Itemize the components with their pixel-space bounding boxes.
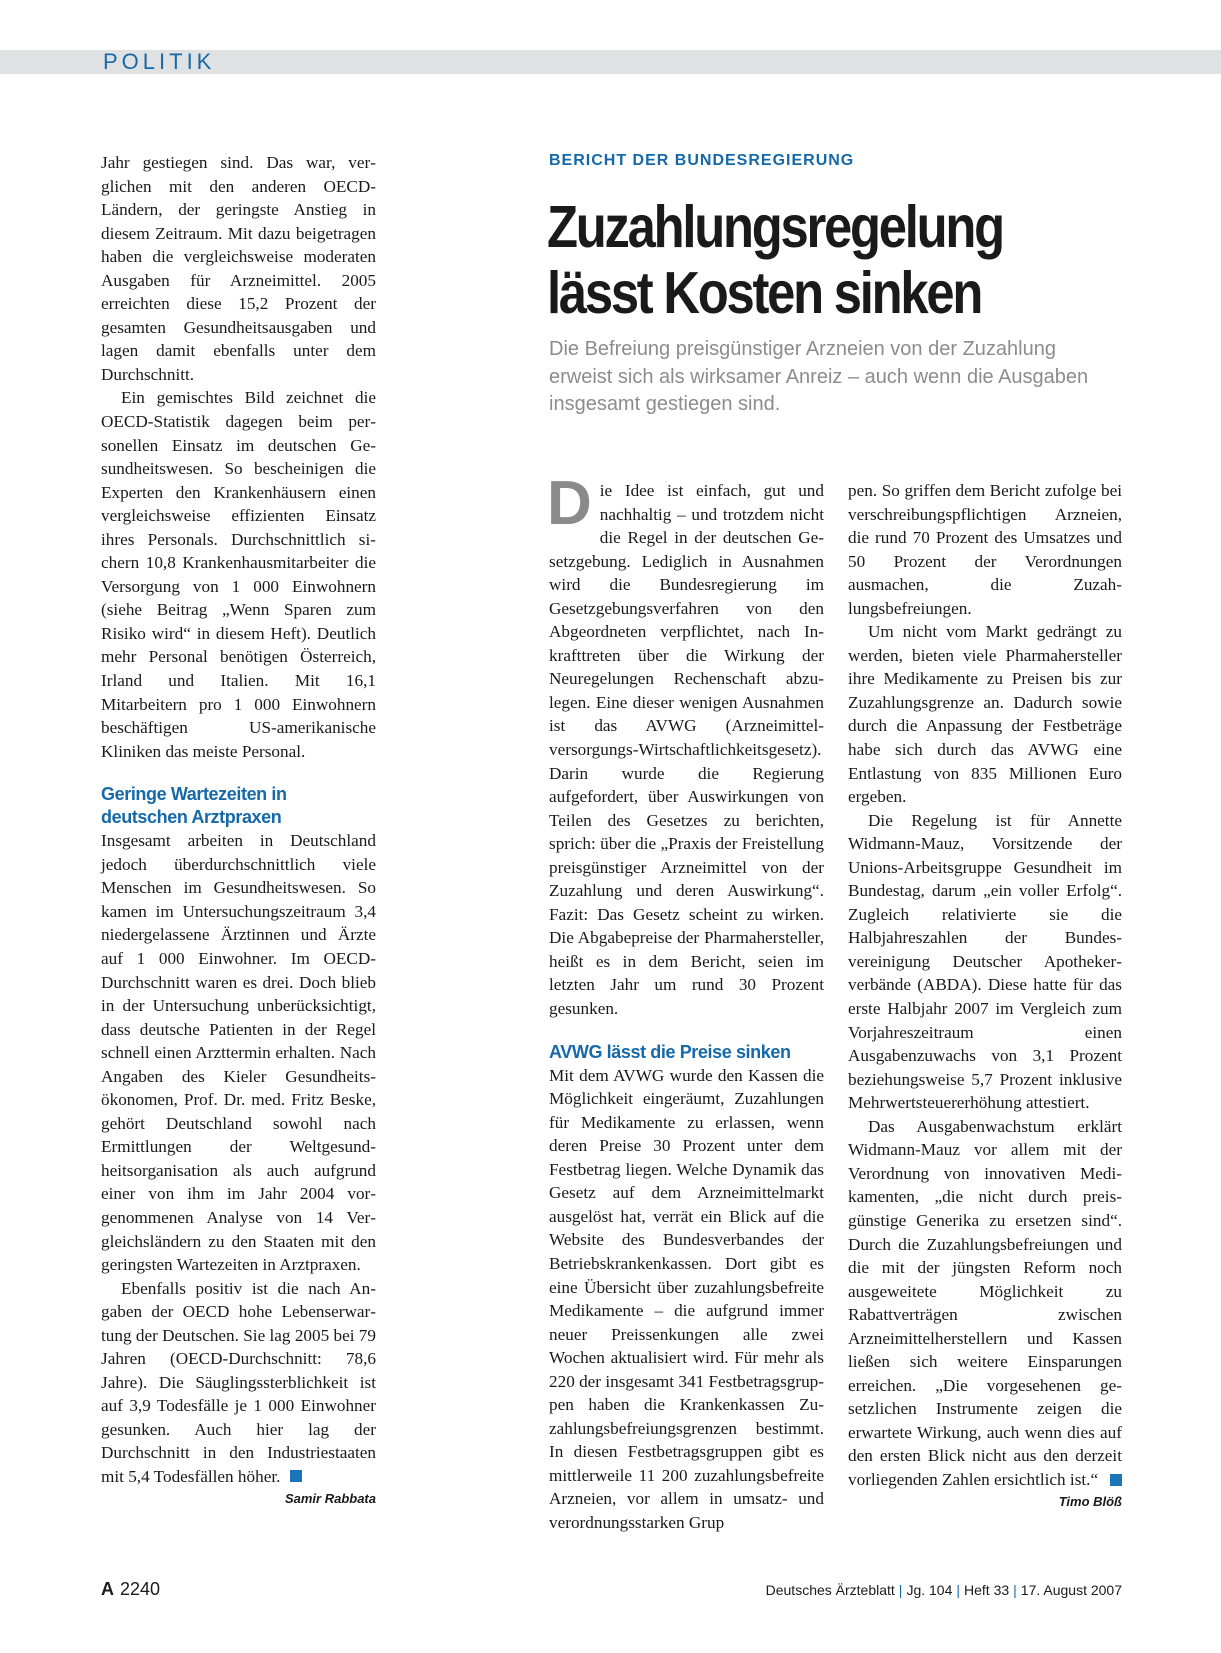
footer-separator: | [956,1582,961,1598]
headline-line: lässt Kosten sinken [547,260,982,326]
paragraph [101,1277,376,1489]
page-number [101,1579,160,1600]
paragraph: Ein gemischtes Bild zeichnet die OECD-Statistik dagegen beim personellen Einsatz im deutschen Gesundheitswesen. So bescheinigen die Experten den Krankenhäusern einen vergleichsweise effizienten Einsatz ihres Personals. Durchschnittlich sichern 10,8 Krankenhausmitarbeiter die Versorgung von 1 000 Einwohnern (siehe Beitrag „Wenn Sparen zum Risiko wird“ in diesem Heft). Deutlich mehr Personal benötigen Österreich, Irland und Italien. Mit 16,1 Mitarbeitern pro 1 000 Einwohnern beschäftigen US-amerikanische Kliniken das meiste Personal. [101,388,376,761]
drop-cap: D [547,469,592,538]
paragraph: pen. So griffen dem Bericht zufolge bei verschreibungspflichtigen Arzneien, die rund 70 Prozent des Umsatzes und 50 Prozent der Verordnungen ausmachen, die Zuzahlungsbefreiungen. [848,481,1122,618]
subheading: AVWG lässt die Preise sinken [549,1041,791,1062]
end-mark-icon [1110,1474,1122,1486]
article-headline [547,194,1080,326]
author: Samir Rabbata [284,1490,376,1506]
paragraph [848,1115,1122,1492]
paragraph: Jahr gestiegen sind. Das war, verglichen mit den anderen OECD-Ländern, der geringste Anstieg in diesem Zeitraum. Mit dazu beigetragen haben die vergleichsweise moderaten Ausgaben für Arzneimittel. 2005 erreichten diese 15,2 Prozent der gesamten Gesundheitsausgaben und lagen damit ebenfalls unter dem Durchschnitt. [101,153,376,384]
paragraph [547,469,824,1021]
page-letter: A [101,1579,114,1599]
paragraph-text: Ebenfalls positiv ist die nach Angaben der OECD hohe Lebenserwartung der Deutschen. Sie lag 2005 bei 79 Jahren (OECD-Durchschnitt: 78,6 Jahre). Die Säuglingssterblichkeit ist auf 3,9 Todesfälle je 1 000 Einwohner gesunken. Auch hier lag der Durchschnitt in den Industriestaaten mit 5,4 Todesfällen höher. [101,1278,376,1486]
article-deck: Die Befreiung preisgünstiger Arzneien von der Zuzahlung erweist sich als wirksamer Anreiz – auch wenn die Ausgaben insgesamt gestiegen sind. [549,338,1089,415]
journal-name: Deutsches Ärzteblatt [765,1582,895,1598]
author: Timo Blöß [1058,1493,1122,1509]
headline-line: Zuzahlungsregelung [547,194,1003,260]
journal-volume: Jg. 104 [906,1582,953,1598]
paragraph: Um nicht vom Markt gedrängt zu werden, bieten viele Pharmahersteller ihre Medikamente zu Preisen bis zur Zuzahlungsgrenze an. Dadurch sowie durch die Anpassung der Festbeträge habe sich durch das AVWG eine Entlastung von 835 Millionen Euro ergeben. [848,622,1122,807]
footer-separator: | [1013,1582,1017,1598]
paragraph-text: ie Idee ist einfach, gut und nachhaltig – und trotzdem nicht die Regel in der deutschen Gesetzgebung. Lediglich in Ausnahmen wird die Bundesregierung im Gesetzgebungsverfahren von den Abgeordneten verpflichtet, nach Inkrafttreten über die Wirkung der Neuregelungen Rechenschaft abzulegen. Eine dieser wenigen Ausnahmen ist das AVWG (Arzneimittelversorgungs-Wirtschaftlichkeitsgesetz). Darin wurde die Regierung aufgefordert, über Auswirkungen von Teilen des Gesetzes zu berichten, sprich: über die „Praxis der Freistellung preisgünstiger Arzneimittel von der Zuzahlung und deren Auswirkung“. Fazit: Das Gesetz scheint zu wirken. Die Abgabepreise der Pharmahersteller, heißt es in dem Bericht, seien im letzten Jahr um rund 30 Prozent gesunken. [549,481,824,1019]
paragraph: Die Regelung ist für Annette Widmann-Mauz, Vorsitzende der Unions-Arbeitsgruppe Gesundheit im Bundestag, darum „ein voller Erfolg“. Zugleich relativierte sie die Halbjahreszahlen der Bundesvereinigung Deutscher Apothekerverbände (ABDA). Diese hatte für das erste Halbjahr 2007 im Vergleich zum Vorjahreszeitraum einen Ausgabenzuwachs von 3,1 Prozent beziehungsweise 5,7 Prozent inklusive Mehrwertsteuererhöhung attestiert. [848,810,1122,1113]
subheading: Geringe Wartezeiten in deutschen Arztpraxen [101,784,287,828]
paragraph: Insgesamt arbeiten in Deutschland jedoch überdurchschnittlich viele Menschen im Gesundheitswesen. So kamen im Untersuchungszeitraum 3,4 niedergelassene Ärztinnen und Ärzte auf 1 000 Einwohner. Im OECD-Durchschnitt waren es drei. Doch blieb in der Untersuchung unberücksichtigt, dass deutsche Patienten in der Regel schnell einen Arzttermin erhalten. Nach Angaben des Kieler Gesundheitsökonomen, Prof. Dr. med. Fritz Beske, gehört Deutschland sowohl nach Ermittlungen der Weltgesundheitsorganisation als auch aufgrund einer von ihm im Jahr 2004 vorgenommenen Analyse von 14 Vergleichsländern zu den Staaten mit den geringsten Wartezeiten in Arztpraxen. [101,831,376,1275]
end-mark-icon [290,1470,302,1482]
paragraph: Mit dem AVWG wurde den Kassen die Möglichkeit eingeräumt, Zuzahlungen für Medikamente zu erlassen, wenn deren Preise 30 Prozent unter dem Festbetrag liegen. Welche Dynamik das Gesetz auf dem Arzneimittelmarkt ausgelöst hat, verrät ein Blick auf die Website des Bundesverbandes der Betriebskrankenkassen. Dort gibt es eine Übersicht über zuzahlungsbefreite Medikamente – die aufgrund immer neuer Preissenkungen alle zwei Wochen aktualisiert wird. Für mehr als 220 der insgesamt 341 Festbetragsgruppen haben die Krankenkassen Zuzahlungsbefreiungsgrenzen bestimmt. In diesen Festbetragsgruppen gibt es mittlerweile 11 200 zuzahlungsbefreite Arzneien, vor allem in umsatz- und verordnungsstarken Grup [549,1065,824,1532]
journal-date: 17. August 2007 [1020,1582,1122,1598]
journal-footer [766,1582,1122,1598]
paragraph-text: Das Ausgabenwachstum erklärt Widmann-Mauz vor allem mit der Verordnung von innovativen Medikamenten, „die nicht durch preisgünstige Generika zu ersetzen sind“. Durch die Zuzahlungsbefreiungen und die mit der jüngsten Reform noch ausgeweitete Möglichkeit zu Rabattverträgen zwischen Arzneimittelherstellern und Kassen ließen sich weitere Einsparungen erreichen. „Die vorgesehenen gesetzlichen Instrumente zeigen die erwartete Wirkung, auch wenn dies auf den ersten Blick nicht aus den derzeit vorliegenden Zahlen ersichtlich ist.“ [848,1116,1122,1489]
journal-issue: Heft 33 [964,1582,1010,1598]
article-column-2 [547,469,824,1535]
article-kicker: BERICHT DER BUNDESREGIERUNG [549,152,855,169]
previous-article-column [101,151,376,1509]
page-number-value: 2240 [120,1579,161,1599]
footer-separator: | [898,1582,903,1598]
article-column-3 [848,479,1122,1512]
section-label: POLITIK [103,49,216,74]
